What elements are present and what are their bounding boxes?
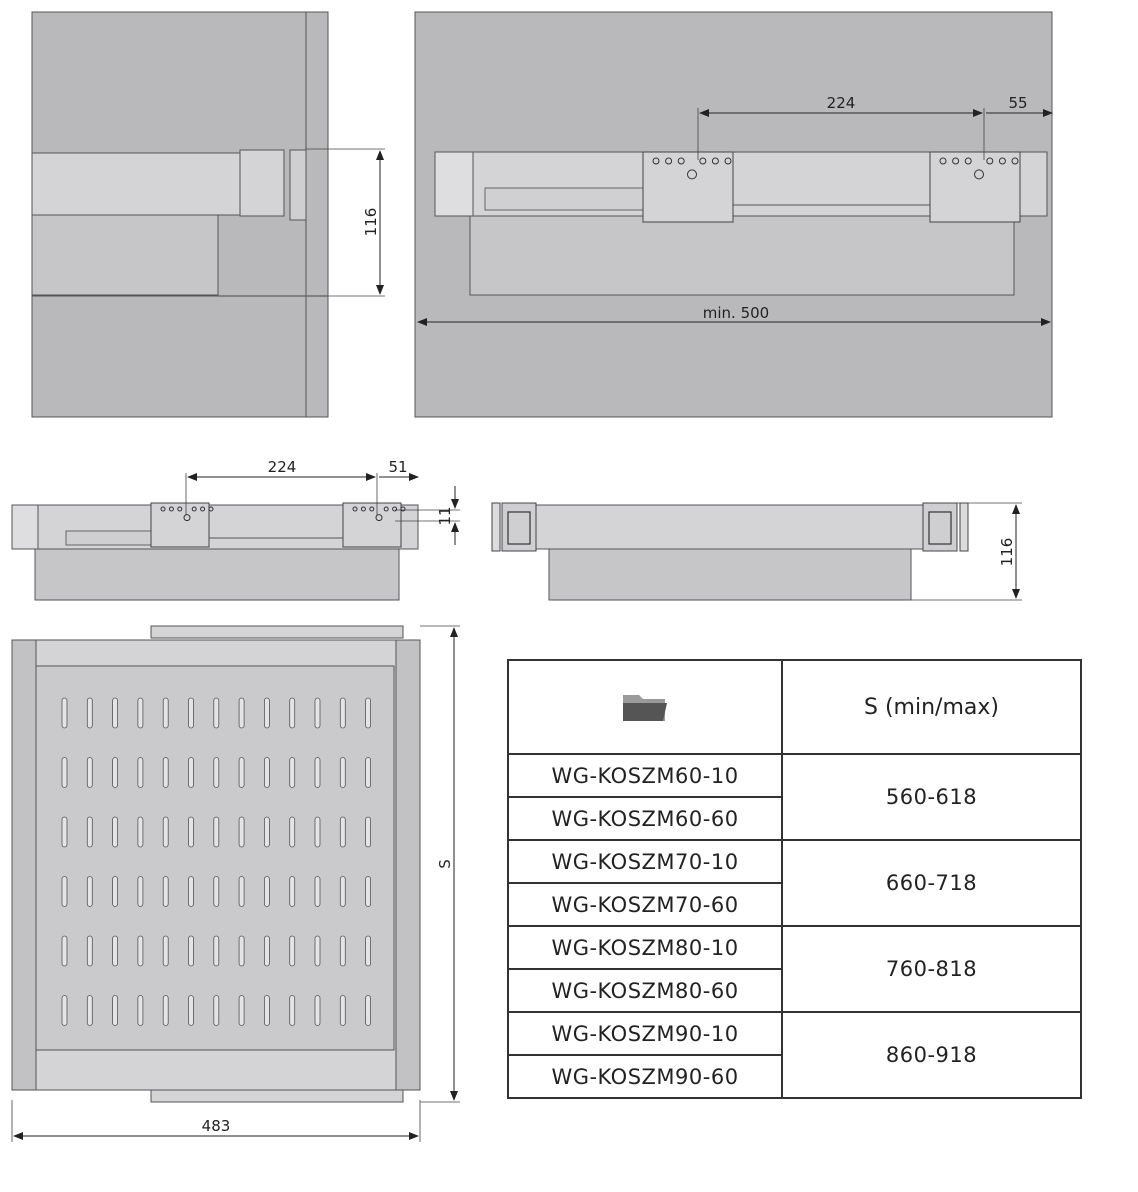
perforation-slot bbox=[315, 817, 320, 847]
perforation-slot bbox=[340, 758, 345, 788]
perforation-slot bbox=[366, 936, 371, 966]
perforation-slot bbox=[189, 698, 194, 728]
table-row bbox=[508, 840, 1081, 883]
range-cell: 760-818 bbox=[782, 926, 1081, 1012]
perforation-slot bbox=[113, 936, 118, 966]
perforation-slot bbox=[290, 698, 295, 728]
perforation-slot bbox=[138, 996, 143, 1026]
perforation-slot bbox=[340, 877, 345, 907]
perforation-slot bbox=[366, 817, 371, 847]
perforation-slot bbox=[214, 996, 219, 1026]
model-cell: WG-KOSZM60-10 bbox=[508, 754, 782, 797]
perforation-slot bbox=[264, 996, 269, 1026]
range-cell: 660-718 bbox=[782, 840, 1081, 926]
perforation-slot bbox=[87, 936, 92, 966]
perforation-slot bbox=[214, 698, 219, 728]
perforation-slot bbox=[239, 996, 244, 1026]
model-cell: WG-KOSZM80-10 bbox=[508, 926, 782, 969]
perforation-slot bbox=[214, 936, 219, 966]
perforation-slot bbox=[315, 996, 320, 1026]
rail-side-view bbox=[12, 458, 460, 600]
perforation-slot bbox=[87, 877, 92, 907]
dim-spacing-label: 224 bbox=[826, 94, 856, 112]
perforation-slot bbox=[340, 698, 345, 728]
folder-icon bbox=[621, 689, 669, 725]
perforation-slot bbox=[62, 877, 67, 907]
perforation-slot bbox=[138, 817, 143, 847]
dim-offset-label: 55 bbox=[1008, 94, 1028, 112]
perforation-slot bbox=[239, 936, 244, 966]
perforation-slot bbox=[290, 758, 295, 788]
perforation-slot bbox=[264, 936, 269, 966]
perforation-slot bbox=[62, 758, 67, 788]
perforation-slot bbox=[340, 817, 345, 847]
perforation-slot bbox=[87, 698, 92, 728]
model-cell: WG-KOSZM70-60 bbox=[508, 883, 782, 926]
range-header-cell: S (min/max) bbox=[782, 660, 1081, 754]
dim-min-width-label: min. 500 bbox=[702, 304, 770, 322]
perforation-slot bbox=[113, 758, 118, 788]
perforation-slot bbox=[189, 877, 194, 907]
perforation-slot bbox=[163, 936, 168, 966]
perforation-slot bbox=[214, 758, 219, 788]
perforation-slot bbox=[366, 698, 371, 728]
perforation-slot bbox=[62, 817, 67, 847]
perforation-slot bbox=[138, 936, 143, 966]
perforation-slot bbox=[264, 758, 269, 788]
perforation-slot bbox=[87, 996, 92, 1026]
plan-view bbox=[12, 626, 460, 1142]
perforation-slot bbox=[87, 758, 92, 788]
perforation-slot bbox=[340, 996, 345, 1026]
perforation-slot bbox=[163, 758, 168, 788]
perforation-slot bbox=[214, 817, 219, 847]
perforation-slot bbox=[340, 936, 345, 966]
perforation-slot bbox=[87, 817, 92, 847]
range-cell: 560-618 bbox=[782, 754, 1081, 840]
model-cell: WG-KOSZM90-60 bbox=[508, 1055, 782, 1098]
perforation-slot bbox=[62, 936, 67, 966]
perforation-slot bbox=[239, 698, 244, 728]
model-cell: WG-KOSZM80-60 bbox=[508, 969, 782, 1012]
table-row bbox=[508, 1012, 1081, 1055]
front-section-view bbox=[492, 503, 1022, 600]
perforation-slot bbox=[366, 877, 371, 907]
perforation-slot bbox=[239, 758, 244, 788]
perforation-slot bbox=[315, 877, 320, 907]
perforation-slot bbox=[315, 758, 320, 788]
perforation-slot bbox=[163, 877, 168, 907]
perforation-slot bbox=[189, 936, 194, 966]
front-mounting-view bbox=[415, 12, 1052, 417]
model-cell: WG-KOSZM70-10 bbox=[508, 840, 782, 883]
perforation-slot bbox=[189, 817, 194, 847]
perforation-slot bbox=[163, 698, 168, 728]
folder-header-cell bbox=[508, 660, 782, 754]
perforation-slot bbox=[189, 996, 194, 1026]
perforation-slot bbox=[113, 877, 118, 907]
dim-hole-label: 11 bbox=[436, 506, 454, 526]
side-section-view bbox=[32, 12, 385, 417]
perforation-slot bbox=[113, 996, 118, 1026]
perforation-slot bbox=[138, 758, 143, 788]
perforation-slot bbox=[163, 996, 168, 1026]
dim-height-label: 116 bbox=[362, 207, 380, 237]
perforation-slot bbox=[113, 698, 118, 728]
model-cell: WG-KOSZM90-10 bbox=[508, 1012, 782, 1055]
perforation-slot bbox=[366, 758, 371, 788]
perforation-slot bbox=[214, 877, 219, 907]
perforation-slot bbox=[239, 877, 244, 907]
perforation-slot bbox=[264, 817, 269, 847]
model-cell: WG-KOSZM60-60 bbox=[508, 797, 782, 840]
perforation-slot bbox=[62, 698, 67, 728]
dim-depth-label: S bbox=[436, 859, 454, 869]
perforation-slot bbox=[138, 877, 143, 907]
perforation-slot bbox=[163, 817, 168, 847]
dim-rail-offset-label: 51 bbox=[388, 458, 408, 476]
perforation-slot bbox=[315, 698, 320, 728]
perforation-slot bbox=[138, 698, 143, 728]
perforation-slot bbox=[113, 817, 118, 847]
range-cell: 860-918 bbox=[782, 1012, 1081, 1098]
perforation-slot bbox=[62, 996, 67, 1026]
perforation-slot bbox=[239, 817, 244, 847]
perforation-slot bbox=[290, 817, 295, 847]
dim-width-label: 483 bbox=[201, 1117, 231, 1135]
perforation-slot bbox=[315, 936, 320, 966]
dim-rail-spacing-label: 224 bbox=[267, 458, 297, 476]
table-header-row bbox=[508, 660, 1081, 754]
table-row bbox=[508, 926, 1081, 969]
perforation-slot bbox=[290, 996, 295, 1026]
perforation-slot bbox=[264, 698, 269, 728]
perforation-slot bbox=[264, 877, 269, 907]
spec-table bbox=[507, 659, 1082, 1099]
perforation-slot bbox=[189, 758, 194, 788]
perforation-slot bbox=[366, 996, 371, 1026]
dim-section-height-label: 116 bbox=[998, 537, 1016, 567]
perforation-slot bbox=[290, 877, 295, 907]
perforation-slot bbox=[290, 936, 295, 966]
table-row bbox=[508, 754, 1081, 797]
